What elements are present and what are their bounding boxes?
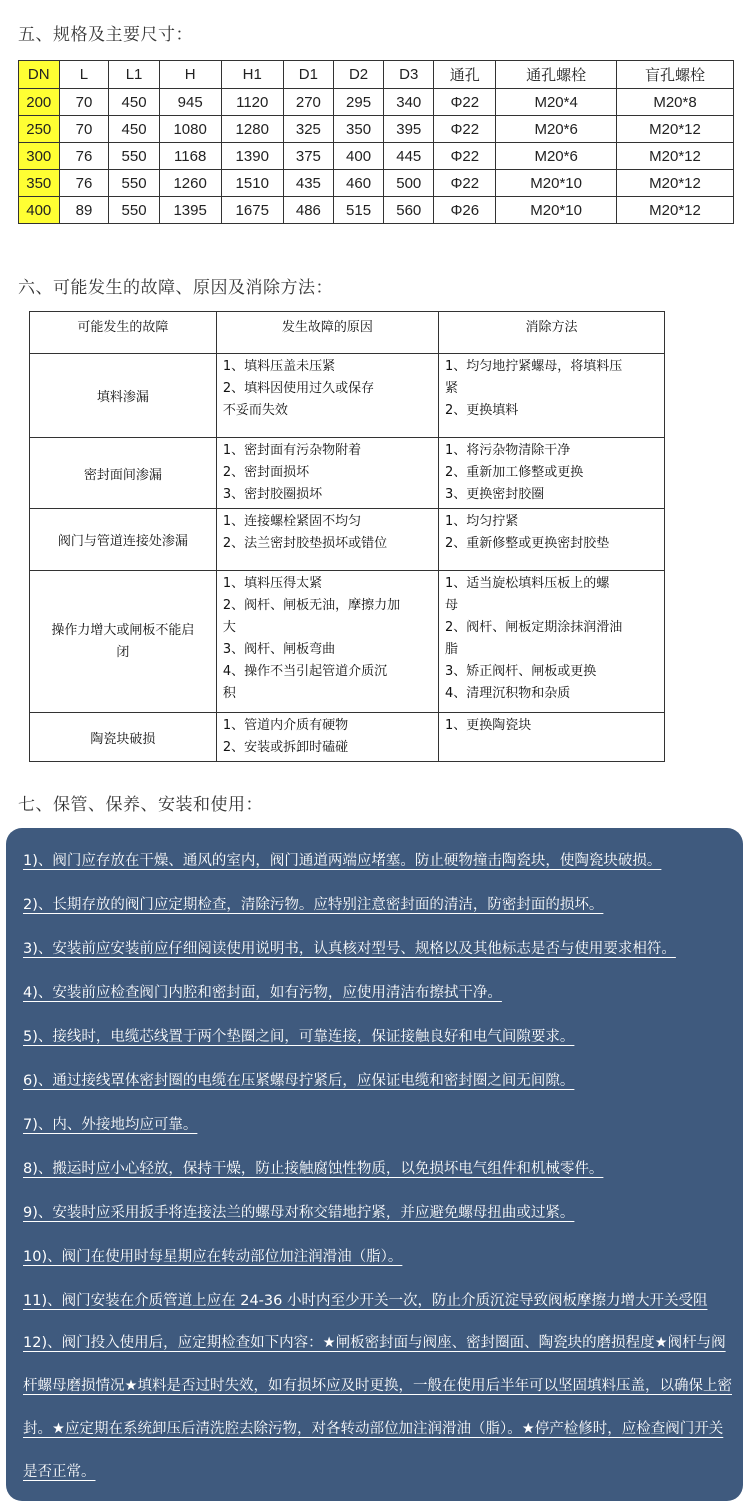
spec-cell: M20*10 — [496, 170, 617, 197]
spec-cell: 945 — [159, 89, 221, 116]
care-item: 3)、安装前应安装前应仔细阅读使用说明书，认真核对型号、规格以及其他标志是否与使用要求相符。 — [23, 941, 676, 957]
spec-row — [19, 170, 734, 197]
care-item: 7)、内、外接地均应可靠。 — [23, 1117, 198, 1133]
fault-row — [30, 509, 665, 571]
fault-row — [30, 354, 665, 438]
spec-header-cell: DN — [19, 61, 60, 89]
remedy-cell — [438, 354, 664, 438]
cause-cell — [216, 354, 438, 438]
spec-cell: 450 — [109, 116, 159, 143]
cause-line: 1、填料压盖未压紧 — [222, 359, 336, 374]
fault-cell: 密封面间渗漏 — [30, 438, 217, 509]
remedy-line: 4、清理沉积物和杂质 — [444, 686, 571, 701]
remedy-cell — [438, 438, 664, 509]
spec-row — [19, 89, 734, 116]
remedy-line: 1、均匀地拧紧螺母，将填料压 — [444, 359, 623, 374]
remedy-line: 1、将污杂物清除干净 — [444, 443, 571, 458]
spec-cell: 89 — [59, 197, 109, 224]
spec-cell: 445 — [384, 143, 434, 170]
spec-cell: Φ26 — [434, 197, 496, 224]
cause-line: 3、密封胶圈损坏 — [222, 487, 323, 502]
spec-cell: 500 — [384, 170, 434, 197]
spec-cell: 550 — [109, 170, 159, 197]
spec-cell: 395 — [384, 116, 434, 143]
spec-cell: 350 — [333, 116, 383, 143]
care-item: 2)、长期存放的阀门应定期检查，清除污物。应特别注意密封面的清洁，防密封面的损坏。 — [23, 897, 604, 913]
care-panel — [6, 828, 743, 1501]
remedy-line: 1、适当旋松填料压板上的螺 — [444, 576, 610, 591]
cause-line: 2、填料因使用过久或保存 — [222, 381, 375, 396]
cause-line: 2、安装或拆卸时磕碰 — [222, 740, 349, 755]
spec-header-cell: 盲孔螺栓 — [617, 61, 734, 89]
spec-cell: 375 — [283, 143, 333, 170]
spec-cell: 70 — [59, 89, 109, 116]
spec-cell: 1390 — [221, 143, 283, 170]
spec-cell: 1120 — [221, 89, 283, 116]
spec-cell: 325 — [283, 116, 333, 143]
spec-cell: 550 — [109, 143, 159, 170]
spec-header-cell: D2 — [333, 61, 383, 89]
fault-row — [30, 713, 665, 762]
spec-cell: M20*12 — [617, 170, 734, 197]
spec-section-title: 五、规格及主要尺寸： — [18, 25, 193, 45]
spec-header-cell: L1 — [109, 61, 159, 89]
remedy-line: 2、重新加工修整或更换 — [444, 465, 584, 480]
fault-row — [30, 438, 665, 509]
spec-cell: M20*12 — [617, 197, 734, 224]
care-item: 5)、接线时，电缆芯线置于两个垫圈之间，可靠连接，保证接触良好和电气间隙要求。 — [23, 1029, 575, 1045]
spec-header-cell: H1 — [221, 61, 283, 89]
spec-dn-cell: 300 — [19, 143, 60, 170]
spec-cell: 1675 — [221, 197, 283, 224]
spec-dn-cell: 200 — [19, 89, 60, 116]
spec-cell: M20*6 — [496, 143, 617, 170]
cause-line: 1、密封面有污杂物附着 — [222, 443, 362, 458]
spec-dn-cell: 400 — [19, 197, 60, 224]
cause-line: 1、管道内介质有硬物 — [222, 718, 349, 733]
spec-body — [19, 89, 734, 224]
cause-cell — [216, 438, 438, 509]
cause-line: 积 — [222, 686, 236, 701]
care-item: 4)、安装前应检查阀门内腔和密封面，如有污物，应使用清洁布擦拭干净。 — [23, 985, 502, 1001]
care-item: 9)、安装时应采用扳手将连接法兰的螺母对称交错地拧紧，并应避免螺母扭曲或过紧。 — [23, 1205, 575, 1221]
remedy-cell — [438, 571, 664, 713]
remedy-line: 脂 — [444, 642, 458, 657]
spec-cell: 1260 — [159, 170, 221, 197]
fault-cell: 阀门与管道连接处渗漏 — [30, 509, 217, 571]
spec-cell: 560 — [384, 197, 434, 224]
cause-line: 3、阀杆、闸板弯曲 — [222, 642, 336, 657]
spec-cell: 450 — [109, 89, 159, 116]
spec-row — [19, 143, 734, 170]
cause-line: 大 — [222, 620, 236, 635]
spec-row — [19, 116, 734, 143]
remedy-line: 2、阀杆、闸板定期涂抹润滑油 — [444, 620, 623, 635]
fault-header-row — [30, 312, 665, 354]
spec-cell: 70 — [59, 116, 109, 143]
cause-line: 1、填料压得太紧 — [222, 576, 323, 591]
cause-line: 4、操作不当引起管道介质沉 — [222, 664, 388, 679]
spec-cell: M20*8 — [617, 89, 734, 116]
spec-cell: 435 — [283, 170, 333, 197]
spec-cell: 515 — [333, 197, 383, 224]
fault-cell: 陶瓷块破损 — [30, 713, 217, 762]
cause-line: 2、密封面损坏 — [222, 465, 310, 480]
spec-cell: 1395 — [159, 197, 221, 224]
spec-row — [19, 197, 734, 224]
spec-cell: 486 — [283, 197, 333, 224]
fault-row — [30, 571, 665, 713]
spec-header-cell: H — [159, 61, 221, 89]
spec-cell: Φ22 — [434, 116, 496, 143]
remedy-line: 2、更换填料 — [444, 403, 519, 418]
remedy-line: 1、更换陶瓷块 — [444, 718, 532, 733]
remedy-header-cell: 消除方法 — [438, 312, 664, 354]
care-item: 8)、搬运时应小心轻放，保持干燥，防止接触腐蚀性物质，以免损坏电气组件和机械零件。 — [23, 1161, 604, 1177]
spec-cell: M20*6 — [496, 116, 617, 143]
care-item: 11)、阀门安装在介质管道上应在 24-36 小时内至少开关一次，防止介质沉淀导致阀板摩擦力增大开关受阻 — [23, 1293, 708, 1309]
spec-cell: 76 — [59, 170, 109, 197]
care-item: 12)、阀门投入使用后，应定期检查如下内容：★闸板密封面与阀座、密封圈面、陶瓷块的磨损程度★阀杆与阀杆螺母磨损情况★填料是否过时失效，如有损坏应及时更换，一般在使用后半年可以坚固填料压盖，以确保上密封。★应定期在系统卸压后清洗腔去除污物，对各转动部位加注润滑油（脂）。★停产检修时，应检查阀门开关是否正常。 — [23, 1335, 732, 1480]
care-item: 6)、通过接线罩体密封圈的电缆在压紧螺母拧紧后，应保证电缆和密封圈之间无间隙。 — [23, 1073, 575, 1089]
spec-cell: 76 — [59, 143, 109, 170]
spec-cell: M20*4 — [496, 89, 617, 116]
spec-header-cell: D3 — [384, 61, 434, 89]
spec-cell: Φ22 — [434, 89, 496, 116]
spec-cell: 1080 — [159, 116, 221, 143]
cause-cell — [216, 713, 438, 762]
care-item: 10)、阀门在使用时每星期应在转动部位加注润滑油（脂）。 — [23, 1249, 403, 1265]
remedy-line: 2、重新修整或更换密封胶垫 — [444, 536, 610, 551]
remedy-line: 紧 — [444, 381, 458, 396]
spec-cell: 550 — [109, 197, 159, 224]
spec-cell: M20*12 — [617, 143, 734, 170]
spec-cell: 460 — [333, 170, 383, 197]
spec-cell: Φ22 — [434, 143, 496, 170]
cause-header-cell: 发生故障的原因 — [216, 312, 438, 354]
spec-dn-cell: 350 — [19, 170, 60, 197]
fault-table — [29, 311, 665, 762]
remedy-line: 3、更换密封胶圈 — [444, 487, 545, 502]
spec-header-cell: L — [59, 61, 109, 89]
cause-line: 2、法兰密封胶垫损坏或错位 — [222, 536, 388, 551]
care-section-title: 七、保管、保养、安装和使用： — [18, 795, 263, 815]
spec-cell: M20*10 — [496, 197, 617, 224]
cause-line: 1、连接螺栓紧固不均匀 — [222, 514, 362, 529]
fault-cell: 填料渗漏 — [30, 354, 217, 438]
fault-section-title: 六、可能发生的故障、原因及消除方法： — [18, 278, 333, 298]
cause-cell — [216, 571, 438, 713]
remedy-line: 1、均匀拧紧 — [444, 514, 519, 529]
spec-header-cell: 通孔 — [434, 61, 496, 89]
cause-cell — [216, 509, 438, 571]
spec-cell: M20*12 — [617, 116, 734, 143]
care-item: 1)、阀门应存放在干燥、通风的室内，阀门通道两端应堵塞。防止硬物撞击陶瓷块，使陶瓷块破损。 — [23, 853, 662, 869]
spec-header-cell: D1 — [283, 61, 333, 89]
spec-cell: 1168 — [159, 143, 221, 170]
spec-cell: Φ22 — [434, 170, 496, 197]
spec-cell: 340 — [384, 89, 434, 116]
remedy-cell — [438, 509, 664, 571]
spec-cell: 400 — [333, 143, 383, 170]
remedy-cell — [438, 713, 664, 762]
fault-cell: 操作力增大或闸板不能启闭 — [30, 571, 217, 713]
fault-body — [30, 354, 665, 762]
cause-line: 2、阀杆、闸板无油，摩擦力加 — [222, 598, 401, 613]
spec-header-row — [19, 61, 734, 89]
cause-line: 不妥而失效 — [222, 403, 288, 418]
spec-cell: 295 — [333, 89, 383, 116]
spec-cell: 1510 — [221, 170, 283, 197]
spec-table — [18, 60, 734, 224]
spec-header-cell: 通孔螺栓 — [496, 61, 617, 89]
fault-header-cell: 可能发生的故障 — [30, 312, 217, 354]
spec-cell: 270 — [283, 89, 333, 116]
remedy-line: 母 — [444, 598, 458, 613]
spec-cell: 1280 — [221, 116, 283, 143]
remedy-line: 3、矫正阀杆、闸板或更换 — [444, 664, 597, 679]
spec-dn-cell: 250 — [19, 116, 60, 143]
